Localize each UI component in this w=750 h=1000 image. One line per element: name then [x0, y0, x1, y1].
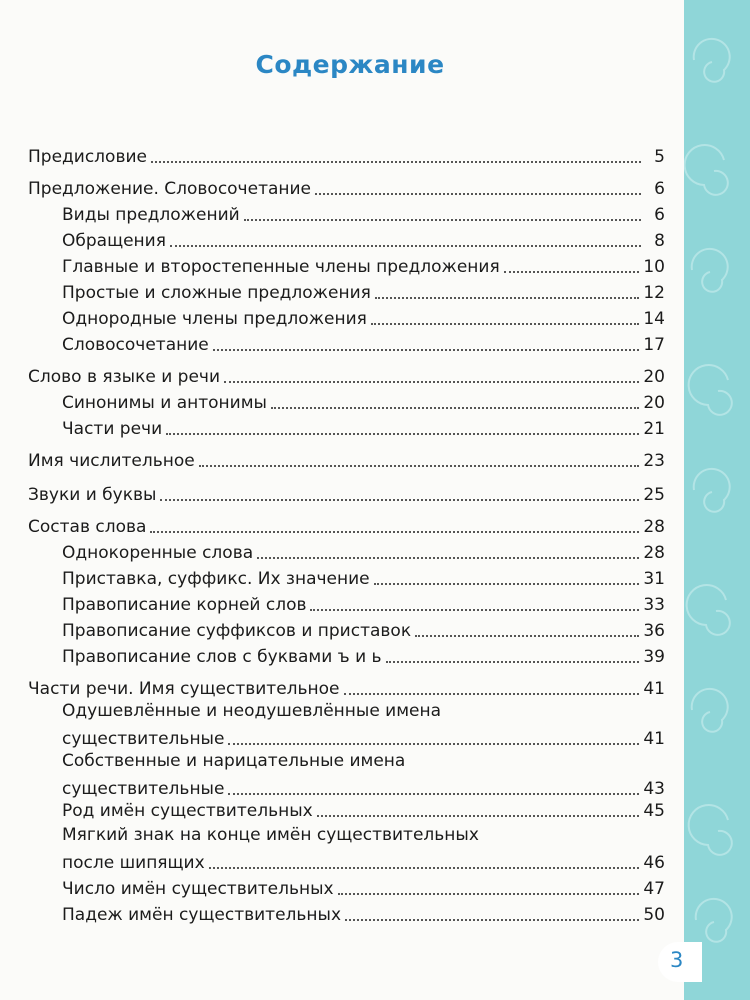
toc-entry[interactable]	[0, 226, 700, 252]
leader-dots	[244, 216, 641, 221]
toc-entry-title: Одушевлённые и неодушевлённые имена	[62, 701, 442, 721]
toc-entry-title: Части речи	[62, 419, 163, 439]
toc-entry[interactable]	[0, 748, 700, 800]
toc-entry-page: 17	[643, 335, 665, 355]
toc-entry[interactable]	[0, 590, 700, 616]
leader-dots	[504, 268, 640, 273]
toc-entry-page: 46	[643, 853, 665, 873]
leader-dots	[170, 242, 641, 247]
toc-entry-page: 25	[643, 485, 665, 505]
leader-dots	[415, 632, 639, 637]
toc-entry-title: Правописание слов с буквами ъ и ь	[62, 647, 382, 667]
toc-entry-title: Звуки и буквы	[28, 485, 157, 505]
leader-dots	[386, 658, 640, 663]
leader-dots	[345, 916, 639, 921]
toc-entry-page: 33	[643, 595, 665, 615]
leader-dots	[228, 740, 639, 745]
leader-dots	[151, 158, 641, 163]
toc-entry-title: Слово в языке и речи	[28, 367, 220, 387]
toc-entry-title: Собственные и нарицательные имена	[62, 751, 406, 771]
toc-entry-title: Правописание суффиксов и приставок	[62, 621, 412, 641]
toc-entry-page: 21	[643, 419, 665, 439]
toc-entry[interactable]	[0, 446, 700, 472]
toc-entry-page: 31	[643, 569, 665, 589]
leader-dots	[338, 890, 640, 895]
toc-entry[interactable]	[0, 616, 700, 642]
toc-entry-title: Простые и сложные предложения	[62, 283, 371, 303]
toc-entry[interactable]	[0, 874, 700, 900]
toc-entry[interactable]	[0, 674, 700, 700]
toc-entry-page: 20	[643, 367, 665, 387]
toc-entry[interactable]	[0, 304, 700, 330]
toc-entry-page: 6	[654, 179, 665, 199]
leader-dots	[228, 790, 639, 795]
leader-dots	[374, 580, 640, 585]
toc-entry[interactable]	[0, 278, 700, 304]
leader-dots	[150, 528, 639, 533]
page-number: 3	[670, 948, 684, 972]
toc-entry-title: Части речи. Имя существительное	[28, 679, 340, 699]
toc-entry[interactable]	[0, 796, 700, 822]
toc-entry[interactable]	[0, 174, 700, 200]
leader-dots	[315, 190, 641, 195]
toc-entry-title: Имя числительное	[28, 451, 195, 471]
toc-entry[interactable]	[0, 252, 700, 278]
toc-entry-page: 20	[643, 393, 665, 413]
toc-entry-page: 36	[643, 621, 665, 641]
toc-entry-page: 41	[643, 679, 665, 699]
toc-entry[interactable]	[0, 200, 700, 226]
toc-entry[interactable]	[0, 362, 700, 388]
leader-dots	[166, 430, 639, 435]
toc-entry[interactable]	[0, 480, 700, 506]
toc-entry-title: Синонимы и антонимы	[62, 393, 267, 413]
leader-dots	[317, 812, 640, 817]
toc-entry-title: Состав слова	[28, 517, 147, 537]
toc-entry-title: Приставка, суффикс. Их значение	[62, 569, 370, 589]
toc-entry-page: 47	[643, 879, 665, 899]
toc-entry-page: 10	[643, 257, 665, 277]
toc-entry-page: 50	[643, 905, 665, 925]
toc-entry-page: 8	[654, 231, 665, 251]
toc-entry-title: Род имён существительных	[62, 801, 313, 821]
toc-entry[interactable]	[0, 642, 700, 668]
leader-dots	[271, 404, 639, 409]
leader-dots	[344, 690, 640, 695]
toc-entry-page: 6	[654, 205, 665, 225]
toc-entry[interactable]	[0, 564, 700, 590]
toc-entry-page: 39	[643, 647, 665, 667]
toc-entry-page: 23	[643, 451, 665, 471]
toc-entry-title-continuation: существительные	[62, 729, 225, 749]
toc-entry-title: Мягкий знак на конце имён существительных	[62, 825, 479, 845]
toc-entry-title: Словосочетание	[62, 335, 209, 355]
toc-entry-title: Обращения	[62, 231, 166, 251]
toc-entry[interactable]	[0, 414, 700, 440]
toc-entry-page: 12	[643, 283, 665, 303]
leader-dots	[257, 554, 639, 559]
leader-dots	[375, 294, 640, 299]
toc-entry-title: Падеж имён существительных	[62, 905, 342, 925]
toc-entry[interactable]	[0, 142, 700, 168]
toc-entry-page: 43	[643, 779, 665, 799]
leader-dots	[371, 320, 640, 325]
toc-entry-title: Главные и второстепенные члены предложения	[62, 257, 500, 277]
toc-entry-title-continuation: существительные	[62, 779, 225, 799]
leader-dots	[310, 606, 639, 611]
toc-entry-title: Правописание корней слов	[62, 595, 307, 615]
toc-entry-title: Число имён существительных	[62, 879, 334, 899]
toc-entry[interactable]	[0, 512, 700, 538]
leader-dots	[224, 378, 639, 383]
leader-dots	[209, 864, 640, 869]
toc-entry-title: Однокоренные слова	[62, 543, 254, 563]
leader-dots	[199, 462, 640, 467]
toc-entry[interactable]	[0, 822, 700, 874]
toc-entry[interactable]	[0, 330, 700, 356]
toc-entry-page: 28	[643, 517, 665, 537]
toc-entry-title: Однородные члены предложения	[62, 309, 367, 329]
toc-entry[interactable]	[0, 900, 700, 926]
toc-entry-page: 41	[643, 729, 665, 749]
toc-entry[interactable]	[0, 538, 700, 564]
toc-entry-title-continuation: после шипящих	[62, 853, 205, 873]
leader-dots	[160, 496, 639, 501]
toc-entry-title: Виды предложений	[62, 205, 240, 225]
toc-entry[interactable]	[0, 698, 700, 750]
toc-entry-page: 28	[643, 543, 665, 563]
toc-entry-page: 5	[654, 147, 665, 167]
page-title: Содержание	[255, 50, 445, 79]
toc-entry-page: 45	[643, 801, 665, 821]
leader-dots	[213, 346, 640, 351]
toc-entry-title: Предложение. Словосочетание	[28, 179, 312, 199]
toc-entry[interactable]	[0, 388, 700, 414]
toc-entry-page: 14	[643, 309, 665, 329]
toc-entry-title: Предисловие	[28, 147, 147, 167]
